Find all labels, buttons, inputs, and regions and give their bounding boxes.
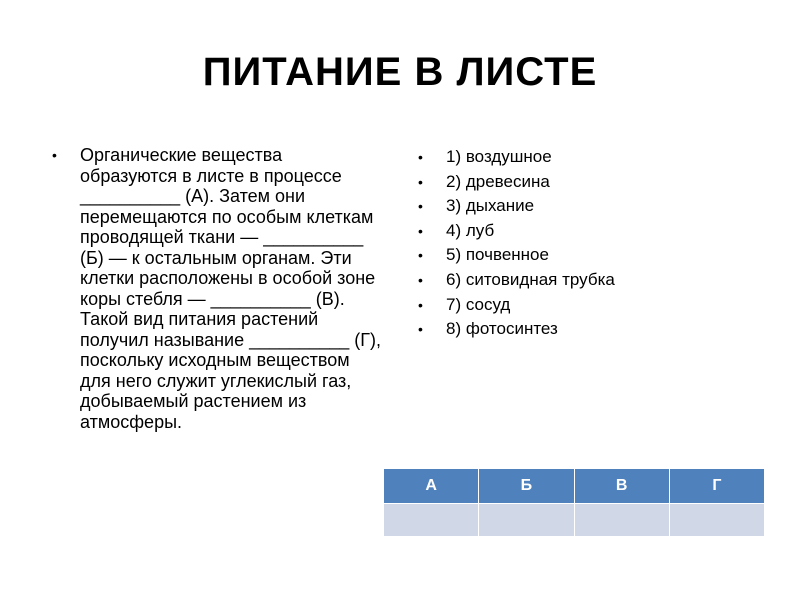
answer-cell-g[interactable] (669, 504, 764, 537)
option-item (418, 170, 778, 195)
option-item (418, 317, 778, 342)
option-label: 3) дыхание (446, 196, 535, 216)
option-label: 1) воздушное (446, 147, 552, 166)
answer-header-row (384, 469, 765, 504)
answer-row (384, 504, 765, 537)
option-label: 8) фотосинтез (446, 319, 558, 339)
option-label: 2) древесина (446, 171, 550, 191)
header-cell-a: А (384, 469, 479, 504)
bullet-icon: • (418, 247, 423, 264)
option-item (418, 145, 778, 170)
slide-title: ПИТАНИЕ В ЛИСТЕ (202, 50, 598, 94)
option-label: 4) луб (446, 220, 495, 240)
bullet-icon: • (418, 198, 423, 215)
option-item (418, 293, 778, 318)
header-cell-b: Б (479, 469, 574, 504)
bullet-icon: • (418, 296, 423, 313)
bullet-icon: • (52, 147, 57, 163)
answer-cell-a[interactable] (384, 504, 479, 537)
answer-cell-b[interactable] (479, 504, 574, 537)
header-cell-g: Г (669, 469, 764, 504)
option-item (418, 243, 778, 268)
option-label: 5) почвенное (446, 245, 549, 265)
option-label: 6) ситовидная трубка (446, 269, 615, 289)
option-label: 7) сосуд (446, 294, 511, 314)
answer-cell-v[interactable] (574, 504, 669, 537)
task-paragraph: Органические вещества образуются в листе в процессе __________ (А). Затем они перемещаются по особым клеткам проводящей ткани — __________ (Б) — к остальным органам. Эти клетки расположены в особой зоне коры стебля — __________ (В). Такой вид питания растений получил называние __________ (Г), поскольку исходным веществом для него служит углекислый газ, добываемый растением из атмосферы. (80, 145, 381, 432)
bullet-icon: • (418, 149, 423, 165)
bullet-icon: • (418, 173, 423, 190)
option-item (418, 194, 778, 219)
options-list (418, 145, 778, 342)
answer-table (383, 468, 765, 537)
task-text-block (52, 145, 382, 432)
header-cell-v: В (574, 469, 669, 504)
option-item (418, 268, 778, 293)
bullet-icon: • (418, 321, 423, 338)
bullet-icon: • (418, 222, 423, 239)
bullet-icon: • (418, 271, 423, 288)
option-item (418, 219, 778, 244)
